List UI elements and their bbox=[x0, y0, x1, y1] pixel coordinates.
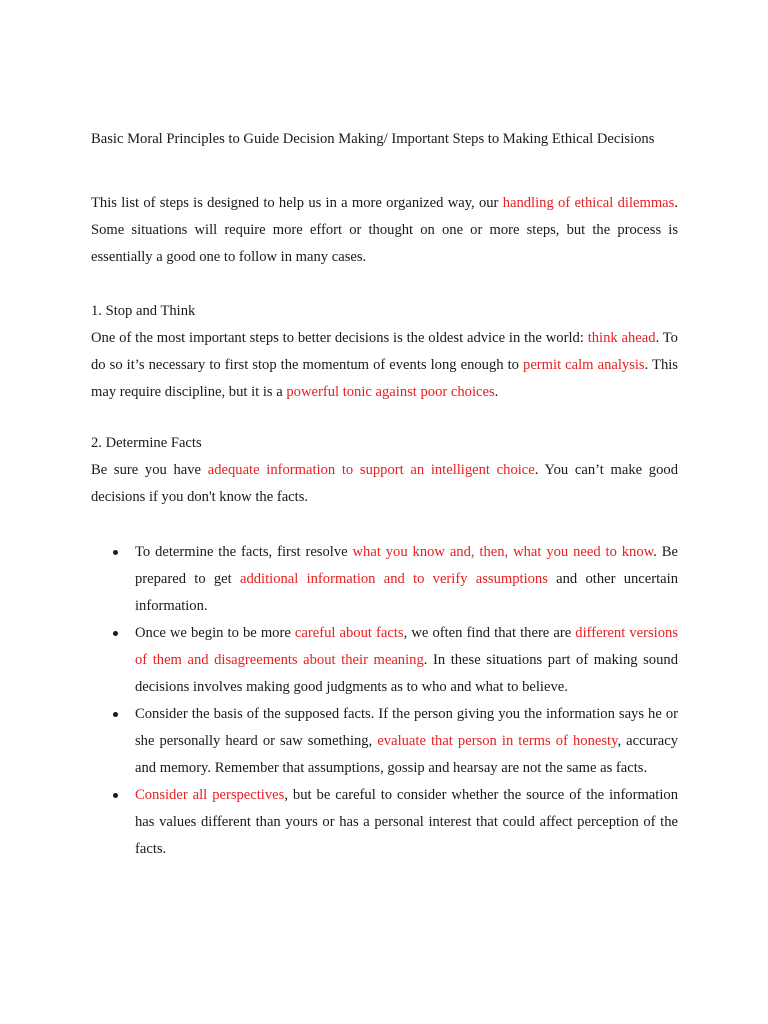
intro-text-2: . Some situations will require more effort or thought on one or more steps, but the process is essentially a good one to follow in many cases. bbox=[91, 195, 678, 265]
bullet-text: and other uncertain information. bbox=[135, 571, 678, 614]
list-item bbox=[91, 620, 678, 701]
bullet-text: , but be careful to consider whether the source of the information has values different than yours or has a personal interest that could affect perception of the facts. bbox=[135, 787, 678, 857]
bullet-highlight: what you know and, then, what you need to know bbox=[352, 544, 654, 560]
list-item bbox=[91, 539, 678, 620]
intro-paragraph bbox=[91, 190, 678, 271]
bullet-icon bbox=[113, 631, 118, 636]
body-text: . To do so it’s necessary to first stop the momentum of events long enough to bbox=[91, 330, 678, 373]
section-body bbox=[91, 457, 678, 511]
body-highlight: powerful tonic against poor choices bbox=[286, 384, 495, 400]
section-body bbox=[91, 325, 678, 406]
document-title: Basic Moral Principles to Guide Decision Making/ Important Steps to Making Ethical Decisions bbox=[91, 131, 655, 147]
bullet-text: Once we begin to be more bbox=[135, 625, 295, 641]
bullet-highlight: Consider all perspectives bbox=[135, 787, 285, 803]
bullet-text: , we often find that there are bbox=[403, 625, 576, 641]
intro-highlight: handling of ethical dilemmas bbox=[502, 195, 675, 211]
bullet-icon bbox=[113, 550, 118, 555]
bullet-highlight: additional information and to verify assumptions bbox=[239, 571, 548, 587]
bullet-text: . Be prepared to get bbox=[135, 544, 678, 587]
list-item bbox=[91, 701, 678, 782]
intro-text-1: This list of steps is designed to help us in a more organized way, our bbox=[91, 195, 503, 211]
section-heading: 1. Stop and Think bbox=[91, 303, 196, 319]
facts-bullet-list bbox=[91, 539, 678, 863]
body-highlight: think ahead bbox=[587, 330, 656, 346]
body-text: . You can’t make good decisions if you don't know the facts. bbox=[91, 462, 678, 505]
bullet-highlight: different versions of them and disagreements about their meaning bbox=[135, 625, 679, 668]
bullet-text: Consider the basis of the supposed facts. If the person giving you the information says he or she personally heard or saw something, bbox=[135, 706, 678, 749]
section-stop-and-think bbox=[91, 298, 678, 406]
bullet-highlight: careful about facts bbox=[294, 625, 404, 641]
section-determine-facts bbox=[91, 430, 678, 511]
body-text: Be sure you have bbox=[91, 462, 208, 478]
bullet-text: . In these situations part of making sound decisions involves making good judgments as to who and what to believe. bbox=[135, 652, 678, 695]
body-text: . bbox=[494, 384, 499, 400]
body-text: One of the most important steps to better decisions is the oldest advice in the world: bbox=[91, 330, 588, 346]
section-heading: 2. Determine Facts bbox=[91, 435, 202, 451]
bullet-icon bbox=[113, 712, 118, 717]
body-highlight: permit calm analysis bbox=[523, 357, 645, 373]
bullet-text: To determine the facts, first resolve bbox=[135, 544, 353, 560]
body-highlight: adequate information to support an intelligent choice bbox=[207, 462, 535, 478]
list-item bbox=[91, 782, 678, 863]
bullet-highlight: evaluate that person in terms of honesty bbox=[377, 733, 618, 749]
body-text: . This may require discipline, but it is a bbox=[91, 357, 678, 400]
bullet-icon bbox=[113, 793, 118, 798]
bullet-text: , accuracy and memory. Remember that assumptions, gossip and hearsay are not the same as facts. bbox=[135, 733, 678, 776]
